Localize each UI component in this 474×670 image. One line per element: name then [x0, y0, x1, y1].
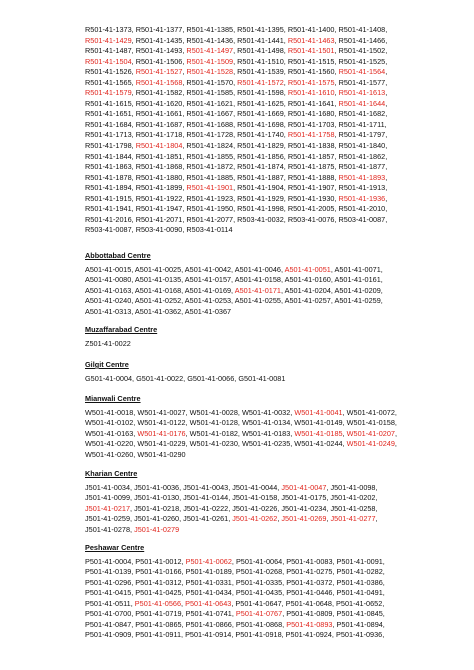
roll-number-line	[85, 120, 465, 131]
roll-number-line	[85, 450, 465, 461]
roll-number-line	[85, 57, 465, 68]
roll-number-text: , P501-41-0809, P501-41-0845,	[282, 609, 385, 619]
roll-number-text: R501-41-1651, R501-41-1661, R501-41-1667, R501-41-1669, R501-41-1680, R501-41-1682,	[85, 109, 388, 119]
highlighted-roll-number: J501-41-0047	[281, 482, 327, 492]
roll-number-text: W501-41-0163,	[85, 428, 138, 438]
roll-number-line	[85, 67, 465, 78]
mianwali-centre-section	[85, 394, 465, 460]
roll-number-text: G501-41-0004, G501-41-0022, G501-41-0066, G501-41-0081	[85, 373, 286, 383]
highlighted-roll-number: R501-41-1572	[237, 77, 284, 87]
roll-number-line	[85, 408, 465, 419]
roll-number-text: W501-41-0260, W501-41-0290	[85, 449, 186, 459]
highlighted-roll-number: R501-41-1564	[338, 67, 386, 77]
roll-number-text: , P501-41-0894,	[332, 619, 385, 629]
highlighted-roll-number: R501-41-1528	[186, 67, 234, 77]
roll-number-text: J501-41-0099, J501-41-0130, J501-41-0144, J501-41-0158, J501-41-0175, J501-41-0202,	[85, 493, 378, 503]
roll-number-line	[85, 620, 465, 631]
highlighted-roll-number: P501-41-0643	[185, 598, 232, 608]
highlighted-roll-number: R501-41-1758	[287, 130, 335, 140]
roll-number-text: ,	[283, 77, 288, 87]
roll-number-text: , R501-41-1539, R501-41-1560,	[233, 67, 339, 77]
roll-number-text: P501-41-0139, P501-41-0166, P501-41-0189, P501-41-0268, P501-41-0275, P501-41-0282,	[85, 567, 385, 577]
roll-number-line	[85, 483, 465, 494]
roll-number-line	[85, 429, 465, 440]
roll-number-text: A501-41-0313, A501-41-0362, A501-41-0367	[85, 306, 232, 316]
roll-number-line	[85, 109, 465, 120]
highlighted-roll-number: R501-41-1613	[338, 88, 386, 98]
highlighted-roll-number: J501-41-0279	[134, 524, 180, 534]
highlighted-roll-number: R501-41-1509	[186, 56, 234, 66]
roll-number-line	[85, 286, 465, 297]
roll-number-text: R501-41-1526,	[85, 67, 136, 77]
highlighted-roll-number: W501-41-0207	[346, 428, 395, 438]
highlighted-roll-number: R501-41-1429	[85, 35, 132, 45]
roll-number-line	[85, 525, 465, 536]
roll-number-line	[85, 630, 465, 641]
roll-number-line	[85, 25, 465, 36]
roll-number-line	[85, 141, 465, 152]
highlighted-roll-number: W501-41-0176	[137, 428, 186, 438]
roll-number-line	[85, 439, 465, 450]
abbottabad-centre-section	[85, 251, 465, 317]
highlighted-roll-number: R501-41-1579	[85, 88, 132, 98]
roll-number-text: , R501-41-1570,	[182, 77, 238, 87]
roll-number-text: ,	[394, 428, 397, 438]
roll-number-text: , R501-41-1824, R501-41-1829, R501-41-1838, R501-41-1840,	[182, 141, 388, 151]
mianwali-centre-heading: Mianwali Centre	[85, 394, 141, 403]
roll-number-text: , R501-41-1498,	[233, 46, 288, 56]
roll-number-text: ,	[326, 514, 331, 524]
highlighted-roll-number: R501-41-1501	[287, 46, 335, 56]
roll-number-text: , J501-41-0218, J501-41-0222, J501-41-0226, J501-41-0234, J501-41-0258,	[130, 503, 378, 513]
roll-number-text: ,	[182, 67, 187, 77]
highlighted-roll-number: P501-41-0767	[235, 609, 283, 619]
roll-number-line	[85, 78, 465, 89]
roll-number-line	[85, 88, 465, 99]
highlighted-roll-number: R501-41-1527	[135, 67, 183, 77]
kharian-centre-section	[85, 469, 465, 535]
roll-number-line	[85, 609, 465, 620]
roll-number-text: R501-41-1684, R501-41-1687, R501-41-1688, R501-41-1698, R501-41-1703, R501-41-1711,	[85, 119, 387, 129]
roll-number-text: P501-41-0909, P501-41-0911, P501-41-0914, P501-41-0918, P501-41-0924, P501-41-0936,	[85, 630, 385, 640]
roll-number-text: , R501-41-1506,	[131, 56, 187, 66]
roll-number-text: P501-41-0415, P501-41-0425, P501-41-0434, P501-41-0435, P501-41-0446, P501-41-0491,	[85, 588, 385, 598]
roll-number-text: A501-41-0240, A501-41-0252, A501-41-0253, A501-41-0255, A501-41-0257, A501-41-0259,	[85, 296, 383, 306]
roll-number-text: , P501-41-0064, P501-41-0083, P501-41-0091,	[231, 556, 385, 566]
roll-number-line	[85, 504, 465, 515]
highlighted-roll-number: W501-41-0185	[294, 428, 343, 438]
roll-number-text: , A501-41-0204, A501-41-0209,	[280, 285, 383, 295]
roll-number-line	[85, 599, 465, 610]
roll-number-text: , W501-41-0072,	[342, 407, 397, 417]
muzaffarabad-centre-heading: Muzaffarabad Centre	[85, 325, 158, 334]
roll-number-text: , W501-41-0182, W501-41-0183,	[185, 428, 295, 438]
muzaffarabad-centre-section	[85, 325, 465, 349]
highlighted-roll-number: R501-41-1901	[186, 183, 234, 193]
roll-number-text: P501-41-0511,	[85, 598, 135, 608]
roll-number-line	[85, 130, 465, 141]
roll-number-line	[85, 225, 465, 236]
roll-number-text: ,	[385, 98, 388, 108]
roll-number-line	[85, 514, 465, 525]
roll-number-text: Z501-41-0022	[85, 338, 131, 348]
roll-number-text: , R501-41-1466,	[334, 35, 388, 45]
roll-number-text: R501-41-1565,	[85, 77, 136, 87]
roll-number-text: , R501-41-1435, R501-41-1436, R501-41-1441,	[131, 35, 288, 45]
roll-number-text: , R501-41-1797,	[334, 130, 388, 140]
roll-number-text: P501-41-0700, P501-41-0719, P501-41-0741,	[85, 609, 236, 619]
highlighted-roll-number: J501-41-0217	[85, 503, 131, 513]
highlighted-roll-number: R501-41-1575	[287, 77, 335, 87]
highlighted-roll-number: R501-41-1568	[135, 77, 183, 87]
highlighted-roll-number: P501-41-0566	[134, 598, 182, 608]
highlighted-roll-number: J501-41-0277	[330, 514, 376, 524]
rawalpindi-list-section	[85, 25, 465, 236]
highlighted-roll-number: R501-41-1644	[338, 98, 386, 108]
roll-number-text: ,	[181, 598, 186, 608]
kharian-centre-heading: Kharian Centre	[85, 469, 138, 478]
roll-number-text: , R501-41-1510, R501-41-1515, R501-41-1525,	[233, 56, 388, 66]
roll-number-text: R501-41-1798,	[85, 141, 136, 151]
roll-number-text: R501-41-2016, R501-41-2071, R501-41-2077, R503-41-0032, R503-41-0076, R503-41-0087,	[85, 214, 388, 224]
roll-number-text: , R501-41-1582, R501-41-1585, R501-41-1598,	[131, 88, 288, 98]
roll-number-line	[85, 265, 465, 276]
roll-number-line	[85, 99, 465, 110]
roll-number-text: R501-41-1487, R501-41-1493,	[85, 46, 187, 56]
roll-number-text: P501-41-0847, P501-41-0865, P501-41-0866, P501-41-0868,	[85, 619, 287, 629]
highlighted-roll-number: R501-41-1936	[338, 193, 386, 203]
highlighted-roll-number: J501-41-0269	[281, 514, 327, 524]
gilgit-centre-heading: Gilgit Centre	[85, 360, 129, 369]
roll-number-text: W501-41-0018, W501-41-0027, W501-41-0028, W501-41-0032,	[85, 407, 295, 417]
roll-number-line	[85, 36, 465, 47]
highlighted-roll-number: R501-41-1504	[85, 56, 132, 66]
roll-number-text: R503-41-0087, R503-41-0090, R503-41-0114	[85, 225, 233, 235]
roll-number-text: R501-41-1878, R501-41-1880, R501-41-1885, R501-41-1887, R501-41-1888,	[85, 172, 339, 182]
roll-number-line	[85, 578, 465, 589]
highlighted-roll-number: R501-41-1463	[287, 35, 335, 45]
highlighted-roll-number: R501-41-1804	[135, 141, 183, 151]
roll-number-line	[85, 588, 465, 599]
roll-number-text: R501-41-1915, R501-41-1922, R501-41-1923, R501-41-1929, R501-41-1930,	[85, 193, 339, 203]
highlighted-roll-number: W501-41-0249	[346, 439, 395, 449]
roll-number-line	[85, 418, 465, 429]
roll-number-text: R501-41-1713, R501-41-1718, R501-41-1728, R501-41-1740,	[85, 130, 288, 140]
roll-number-text: , R501-41-1577,	[334, 77, 388, 87]
roll-number-line	[85, 275, 465, 286]
highlighted-roll-number: R501-41-1497	[186, 46, 234, 56]
highlighted-roll-number: W501-41-0041	[294, 407, 343, 417]
roll-number-text: R501-41-1615, R501-41-1620, R501-41-1621, R501-41-1625, R501-41-1641,	[85, 98, 339, 108]
roll-number-text: A501-41-0163, A501-41-0168, A501-41-0169,	[85, 285, 235, 295]
roll-number-text: , R501-41-1502,	[334, 46, 388, 56]
roll-number-text: R501-41-1373, R501-41-1377, R501-41-1385, R501-41-1395, R501-41-1400, R501-41-1408,	[85, 25, 388, 34]
roll-number-text: R501-41-1894, R501-41-1899,	[85, 183, 187, 193]
roll-number-text: A501-41-0080, A501-41-0135, A501-41-0157, A501-41-0158, A501-41-0160, A501-41-0161,	[85, 275, 383, 285]
roll-number-text: W501-41-0102, W501-41-0122, W501-41-0128, W501-41-0134, W501-41-0149, W501-41-0158,	[85, 418, 397, 428]
roll-number-text: ,	[277, 514, 282, 524]
highlighted-roll-number: P501-41-0062	[185, 556, 232, 566]
roll-number-text: ,	[334, 88, 339, 98]
roll-number-text: J501-41-0259, J501-41-0260, J501-41-0261,	[85, 514, 233, 524]
roll-number-line	[85, 204, 465, 215]
roll-number-text: J501-41-0278,	[85, 524, 135, 534]
roll-number-text: R501-41-1941, R501-41-1947, R501-41-1950, R501-41-1998, R501-41-2005, R501-41-2010,	[85, 204, 388, 214]
roll-number-text: , P501-41-0647, P501-41-0648, P501-41-0652,	[231, 598, 385, 608]
roll-number-text: , A501-41-0071,	[330, 264, 383, 274]
peshawar-centre-section	[85, 543, 465, 641]
highlighted-roll-number: P501-41-0893	[286, 619, 333, 629]
roll-number-line	[85, 339, 465, 350]
peshawar-centre-heading: Peshawar Centre	[85, 543, 145, 552]
roll-number-text: ,	[394, 439, 397, 449]
abbottabad-centre-heading: Abbottabad Centre	[85, 251, 151, 260]
roll-number-line	[85, 46, 465, 57]
roll-number-line	[85, 296, 465, 307]
gilgit-centre-section	[85, 360, 465, 384]
roll-number-line	[85, 567, 465, 578]
highlighted-roll-number: R501-41-1610	[287, 88, 335, 98]
roll-number-text: A501-41-0015, A501-41-0025, A501-41-0042, A501-41-0046,	[85, 264, 285, 274]
highlighted-roll-number: J501-41-0262	[232, 514, 278, 524]
roll-number-text: , R501-41-1904, R501-41-1907, R501-41-1913,	[233, 183, 388, 193]
roll-number-text: J501-41-0034, J501-41-0036, J501-41-0043, J501-41-0044,	[85, 482, 282, 492]
roll-number-text: P501-41-0004, P501-41-0012,	[85, 556, 186, 566]
roll-number-text: R501-41-1844, R501-41-1851, R501-41-1855, R501-41-1856, R501-41-1857, R501-41-1862,	[85, 151, 388, 161]
roll-number-text: , J501-41-0098,	[326, 482, 378, 492]
roll-number-line	[85, 173, 465, 184]
roll-number-line	[85, 152, 465, 163]
roll-number-text: P501-41-0296, P501-41-0312, P501-41-0331, P501-41-0335, P501-41-0372, P501-41-0386,	[85, 577, 385, 587]
roll-number-text: ,	[385, 172, 388, 182]
roll-number-line	[85, 183, 465, 194]
highlighted-roll-number: A501-41-0171	[234, 285, 281, 295]
highlighted-roll-number: A501-41-0051	[284, 264, 331, 274]
roll-number-line	[85, 215, 465, 226]
roll-number-line	[85, 194, 465, 205]
roll-number-line	[85, 162, 465, 173]
roll-number-text: ,	[342, 428, 347, 438]
roll-number-text: R501-41-1863, R501-41-1868, R501-41-1872, R501-41-1874, R501-41-1875, R501-41-1877,	[85, 162, 388, 172]
roll-number-text: ,	[375, 514, 378, 524]
roll-number-text: W501-41-0220, W501-41-0229, W501-41-0230, W501-41-0235, W501-41-0244,	[85, 439, 347, 449]
roll-number-line	[85, 557, 465, 568]
roll-number-text: ,	[385, 193, 388, 203]
roll-number-line	[85, 307, 465, 318]
roll-number-line	[85, 493, 465, 504]
highlighted-roll-number: R501-41-1893	[338, 172, 386, 182]
roll-number-line	[85, 374, 465, 385]
roll-number-text: ,	[385, 67, 388, 77]
roll-number-text: ,	[385, 88, 388, 98]
